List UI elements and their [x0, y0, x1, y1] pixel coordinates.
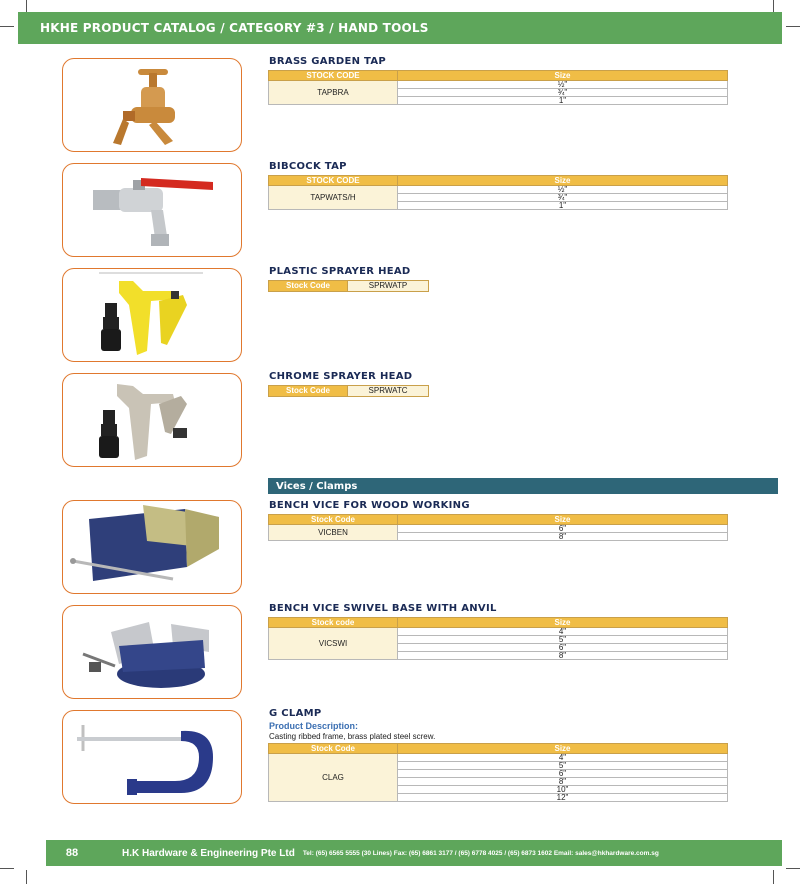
- bench-vice-wood-image: [62, 500, 242, 594]
- size-header: Size: [398, 515, 728, 525]
- stock-code-cell: VICSWI: [269, 628, 398, 660]
- size-cell: 4": [398, 628, 728, 636]
- crop-mark: [0, 868, 14, 869]
- company-name: H.K Hardware & Engineering Pte Ltd: [122, 847, 295, 859]
- size-cell: 8": [398, 652, 728, 660]
- product-title-bench-vice-swivel: BENCH VICE SWIVEL BASE WITH ANVIL: [269, 603, 497, 614]
- plastic-sprayer-head-image: [62, 268, 242, 362]
- product-title-bibcock-tap: BIBCOCK TAP: [269, 161, 347, 172]
- stock-code-cell: TAPWATS/H: [269, 186, 398, 210]
- footer-bar: [46, 840, 782, 866]
- size-cell: ½": [398, 81, 728, 89]
- bench-vice-swivel-image: [62, 605, 242, 699]
- g-clamp-image: [62, 710, 242, 804]
- stock-code-cell: CLAG: [269, 754, 398, 802]
- product-title-g-clamp: G CLAMP: [269, 708, 322, 719]
- size-cell: 6": [398, 770, 728, 778]
- section-header-vices-clamps: [268, 478, 778, 494]
- crop-mark: [786, 26, 800, 27]
- product-title-chrome-sprayer-head: CHROME SPRAYER HEAD: [269, 371, 413, 382]
- size-header: Size: [398, 176, 728, 186]
- product-title-brass-garden-tap: BRASS GARDEN TAP: [269, 56, 387, 67]
- stock-code-header: Stock Code: [269, 515, 398, 525]
- product-description-text: Casting ribbed frame, brass plated steel screw.: [269, 732, 436, 741]
- size-cell: 8": [398, 778, 728, 786]
- spec-table-g-clamp: [268, 743, 728, 802]
- spec-table-brass-garden-tap: [268, 70, 728, 105]
- size-cell: 5": [398, 636, 728, 644]
- product-title-plastic-sprayer-head: PLASTIC SPRAYER HEAD: [269, 266, 411, 277]
- size-header: Size: [398, 618, 728, 628]
- stock-code-header: STOCK CODE: [269, 176, 398, 186]
- size-cell: 10": [398, 786, 728, 794]
- spec-table-bench-vice-wood: [268, 514, 728, 541]
- spec-table-chrome-sprayer-head: [268, 385, 429, 397]
- size-cell: ¾": [398, 194, 728, 202]
- product-title-bench-vice-wood: BENCH VICE FOR WOOD WORKING: [269, 500, 470, 511]
- stock-code-header: STOCK CODE: [269, 71, 398, 81]
- size-cell: 1": [398, 202, 728, 210]
- crop-mark: [773, 870, 774, 884]
- size-cell: ½": [398, 186, 728, 194]
- spec-table-plastic-sprayer-head: [268, 280, 429, 292]
- stock-code-header: Stock Code: [269, 744, 398, 754]
- spec-table-bench-vice-swivel: [268, 617, 728, 660]
- size-cell: 5": [398, 762, 728, 770]
- crop-mark: [26, 870, 27, 884]
- stock-code-header: Stock code: [269, 618, 398, 628]
- size-cell: 6": [398, 525, 728, 533]
- product-description-label: Product Description:: [269, 721, 359, 731]
- stock-code-header: Stock Code: [269, 386, 348, 397]
- page-number: 88: [65, 847, 79, 859]
- spec-table-bibcock-tap: [268, 175, 728, 210]
- page-title: HKHE PRODUCT CATALOG / CATEGORY #3 / HAND TOOLS: [40, 21, 429, 35]
- section-title: Vices / Clamps: [276, 480, 358, 492]
- size-header: Size: [398, 71, 728, 81]
- crop-mark: [786, 868, 800, 869]
- size-cell: 4": [398, 754, 728, 762]
- stock-code-cell: TAPBRA: [269, 81, 398, 105]
- contact-info: Tel: (65) 6565 5555 (30 Lines) Fax: (65) 6861 3177 / (65) 6778 4025 / (65) 6873 1602 Email: sales@hkhardware.com.sg: [302, 849, 659, 857]
- stock-code-header: Stock Code: [269, 281, 348, 292]
- header-bar: [18, 12, 782, 44]
- size-cell: 8": [398, 533, 728, 541]
- size-cell: 12": [398, 794, 728, 802]
- bibcock-tap-image: [62, 163, 242, 257]
- stock-code-cell: VICBEN: [269, 525, 398, 541]
- brass-garden-tap-image: [62, 58, 242, 152]
- crop-mark: [0, 26, 14, 27]
- size-cell: 1": [398, 97, 728, 105]
- size-cell: 6": [398, 644, 728, 652]
- stock-code-cell: SPRWATP: [348, 281, 429, 292]
- stock-code-cell: SPRWATC: [348, 386, 429, 397]
- chrome-sprayer-head-image: [62, 373, 242, 467]
- size-cell: ¾": [398, 89, 728, 97]
- size-header: Size: [398, 744, 728, 754]
